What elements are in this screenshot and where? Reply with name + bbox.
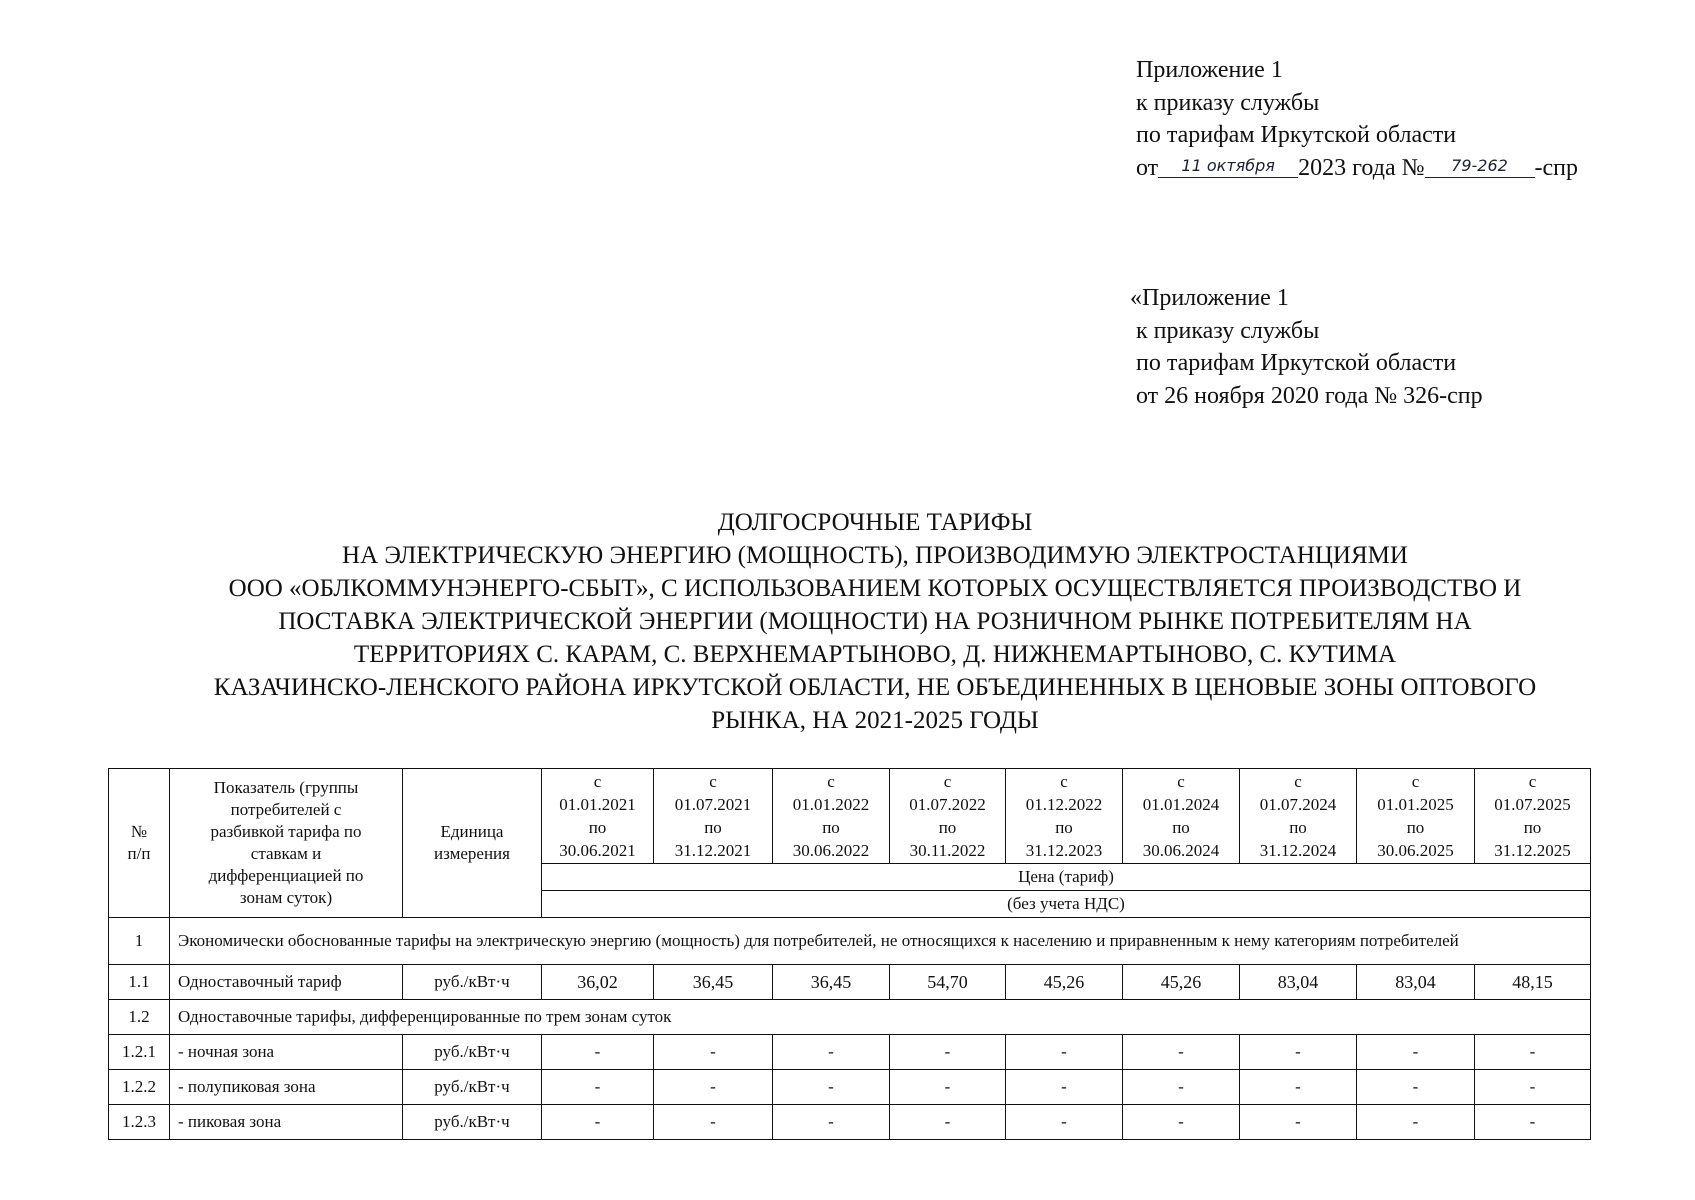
- table-row-1-2-3: [109, 1105, 1591, 1140]
- row-name: - полупиковая зона: [170, 1070, 403, 1105]
- col-header-period: с 01.07.2025 по 31.12.2025: [1475, 769, 1591, 864]
- col-header-period: с 01.07.2021 по 31.12.2021: [654, 769, 773, 864]
- row-num: 1: [109, 918, 170, 965]
- title-line-7: РЫНКА, НА 2021-2025 ГОДЫ: [711, 707, 1039, 734]
- header-row: [109, 769, 1591, 864]
- col-header-period: с 01.07.2022 по 30.11.2022: [890, 769, 1006, 864]
- row-name: Одноставочный тариф: [170, 965, 403, 1000]
- tariff-value: 48,15: [1475, 965, 1591, 1000]
- row-unit: руб./кВт·ч: [403, 1070, 542, 1105]
- col-header-price: Цена (тариф): [542, 864, 1591, 891]
- tariff-value: -: [773, 1070, 890, 1105]
- tariff-value: -: [1123, 1070, 1240, 1105]
- table-row-1-1: [109, 965, 1591, 1000]
- table-row-1-2-2: [109, 1070, 1591, 1105]
- table-row-1-2: [109, 1000, 1591, 1035]
- tariff-value: -: [1357, 1070, 1475, 1105]
- col-header-vat: (без учета НДС): [542, 891, 1591, 918]
- appendix-prev-line3: по тарифам Иркутской области: [1136, 350, 1457, 376]
- tariff-value: -: [1357, 1035, 1475, 1070]
- row-name: - ночная зона: [170, 1035, 403, 1070]
- tariffs-table: [108, 768, 1591, 1140]
- row-num: 1.2: [109, 1000, 170, 1035]
- tariff-value: 36,45: [654, 965, 773, 1000]
- section-title: Одноставочные тарифы, дифференцированные по трем зонам суток: [170, 1000, 1591, 1035]
- row-num: 1.2.3: [109, 1105, 170, 1140]
- tariff-value: -: [1475, 1035, 1591, 1070]
- tariff-value: -: [1357, 1105, 1475, 1140]
- col-header-period: с 01.01.2022 по 30.06.2022: [773, 769, 890, 864]
- title-line-4: ПОСТАВКА ЭЛЕКТРИЧЕСКОЙ ЭНЕРГИИ (МОЩНОСТИ) НА РОЗНИЧНОМ РЫНКЕ ПОТРЕБИТЕЛЯМ НА: [278, 608, 1472, 635]
- title-line-5: ТЕРРИТОРИЯХ С. КАРАМ, С. ВЕРХНЕМАРТЫНОВО, Д. НИЖНЕМАРТЫНОВО, С. КУТИМА: [353, 641, 1397, 668]
- tariff-value: -: [1240, 1105, 1357, 1140]
- tariff-value: 83,04: [1240, 965, 1357, 1000]
- tariff-value: -: [1475, 1105, 1591, 1140]
- row-name: - пиковая зона: [170, 1105, 403, 1140]
- appendix-current-line2: к приказу службы: [1136, 89, 1320, 116]
- col-header-indicator: Показатель (группы потребителей с разбивкой тарифа по ставкам и дифференциацией по зонам суток): [170, 769, 403, 918]
- col-header-unit: Единица измерения: [403, 769, 542, 918]
- section-title: Экономически обоснованные тарифы на электрическую энергию (мощность) для потребителей, не относящихся к населению и приравненным к нему категориям потребителей: [170, 918, 1591, 965]
- document-title: [110, 506, 1640, 737]
- tariff-value: -: [654, 1035, 773, 1070]
- appendix-current-block: [1136, 54, 1578, 184]
- row-num: 1.2.2: [109, 1070, 170, 1105]
- col-header-period: с 01.01.2024 по 30.06.2024: [1123, 769, 1240, 864]
- tariff-value: -: [890, 1035, 1006, 1070]
- tariff-value: 45,26: [1123, 965, 1240, 1000]
- appendix-prev-line2: к приказу службы: [1136, 317, 1320, 344]
- tariff-value: -: [1240, 1070, 1357, 1105]
- tariff-value: 36,02: [542, 965, 654, 1000]
- col-header-num: № п/п: [109, 769, 170, 918]
- order-number-suffix: -спр: [1534, 154, 1578, 181]
- tariff-value: 83,04: [1357, 965, 1475, 1000]
- tariff-value: -: [1006, 1105, 1123, 1140]
- appendix-current-line1: Приложение 1: [1136, 57, 1283, 83]
- tariff-value: -: [1240, 1035, 1357, 1070]
- tariff-value: -: [654, 1105, 773, 1140]
- tariff-value: 54,70: [890, 965, 1006, 1000]
- title-line-6: КАЗАЧИНСКО-ЛЕНСКОГО РАЙОНА ИРКУТСКОЙ ОБЛАСТИ, НЕ ОБЪЕДИНЕННЫХ В ЦЕНОВЫЕ ЗОНЫ ОПТОВОГО: [213, 674, 1537, 701]
- handwritten-order-date: 11 октября: [1158, 155, 1298, 178]
- row-num: 1.2.1: [109, 1035, 170, 1070]
- tariff-value: -: [1123, 1035, 1240, 1070]
- tariff-value: -: [890, 1105, 1006, 1140]
- appendix-current-line4: [1136, 152, 1578, 185]
- appendix-prev-block: [1130, 282, 1483, 412]
- tariff-value: -: [773, 1035, 890, 1070]
- col-header-period: с 01.07.2024 по 31.12.2024: [1240, 769, 1357, 864]
- tariff-value: -: [654, 1070, 773, 1105]
- handwritten-order-number: 79-262: [1425, 155, 1535, 178]
- tariff-value: -: [542, 1105, 654, 1140]
- tariff-value: -: [773, 1105, 890, 1140]
- col-header-period: с 01.01.2025 по 30.06.2025: [1357, 769, 1475, 864]
- order-date-prefix: от: [1136, 154, 1159, 181]
- appendix-prev-line4: от 26 ноября 2020 года № 326-спр: [1136, 382, 1483, 409]
- row-num: 1.1: [109, 965, 170, 1000]
- appendix-current-line3: по тарифам Иркутской области: [1136, 122, 1457, 148]
- appendix-prev-line1: «Приложение 1: [1130, 285, 1289, 311]
- tariff-value: -: [1475, 1070, 1591, 1105]
- tariff-value: -: [1123, 1105, 1240, 1140]
- tariff-value: 36,45: [773, 965, 890, 1000]
- tariff-value: -: [542, 1070, 654, 1105]
- col-header-period: с 01.01.2021 по 30.06.2021: [542, 769, 654, 864]
- tariff-value: -: [1006, 1035, 1123, 1070]
- table-row-section-1: [109, 918, 1591, 965]
- row-unit: руб./кВт·ч: [403, 1105, 542, 1140]
- tariff-value: -: [890, 1070, 1006, 1105]
- col-header-period: с 01.12.2022 по 31.12.2023: [1006, 769, 1123, 864]
- title-line-3: ООО «ОБЛКОММУНЭНЕРГО-СБЫТ», С ИСПОЛЬЗОВАНИЕМ КОТОРЫХ ОСУЩЕСТВЛЯЕТСЯ ПРОИЗВОДСТВО И: [228, 575, 1522, 602]
- tariff-value: -: [542, 1035, 654, 1070]
- order-year-text: 2023 года №: [1298, 154, 1425, 181]
- tariff-value: 45,26: [1006, 965, 1123, 1000]
- row-unit: руб./кВт·ч: [403, 1035, 542, 1070]
- title-line-2: НА ЭЛЕКТРИЧЕСКУЮ ЭНЕРГИЮ (МОЩНОСТЬ), ПРОИЗВОДИМУЮ ЭЛЕКТРОСТАНЦИЯМИ: [342, 542, 1408, 569]
- table-row-1-2-1: [109, 1035, 1591, 1070]
- title-line-1: ДОЛГОСРОЧНЫЕ ТАРИФЫ: [717, 509, 1033, 536]
- tariff-value: -: [1006, 1070, 1123, 1105]
- row-unit: руб./кВт·ч: [403, 965, 542, 1000]
